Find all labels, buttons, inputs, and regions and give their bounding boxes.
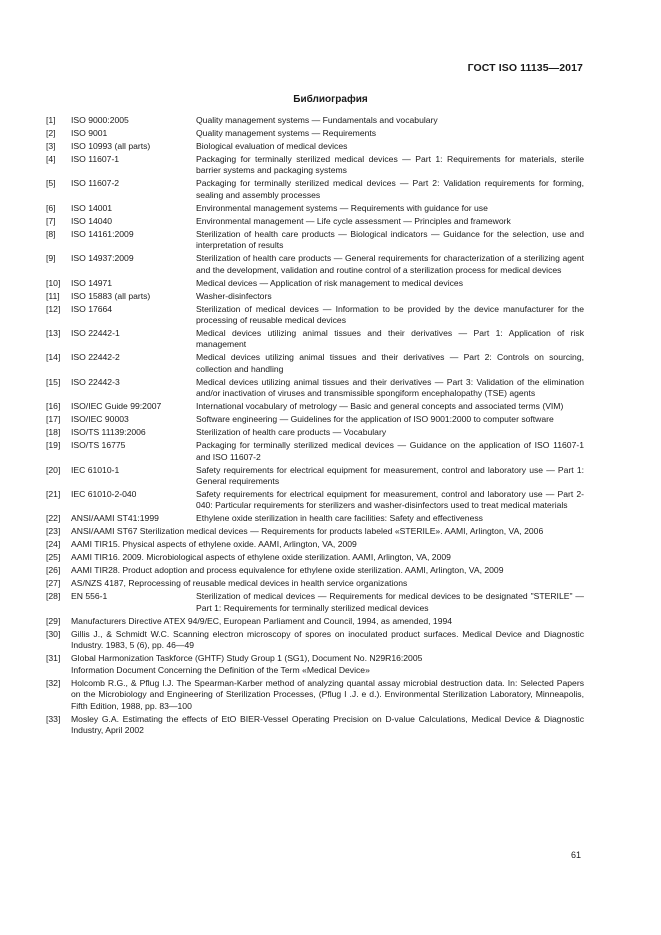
- entry-standard: ISO/IEC 90003: [71, 414, 129, 425]
- entry-standard: ISO 14971: [71, 277, 113, 288]
- bibliography-entry: [46, 203, 584, 214]
- entry-number: [13]: [46, 328, 61, 339]
- page-title: Библиография: [293, 94, 368, 105]
- bibliography-entry: [46, 678, 584, 712]
- entry-standard: ISO 22442-1: [71, 328, 120, 339]
- entry-number: [33]: [46, 713, 61, 724]
- entry-description: Packaging for terminally sterilized medical devices — Part 1: Requirements for materials, sterile barrier systems and packaging systems: [196, 154, 584, 176]
- entry-standard: ISO/TS 16775: [71, 440, 126, 451]
- entry-description: Environmental management — Life cycle assessment — Principles and framework: [196, 215, 511, 226]
- bibliography-entry: [46, 578, 584, 589]
- entry-number: [27]: [46, 578, 61, 589]
- entry-description: Packaging for terminally sterilized medical devices — Guidance on the application of ISO 11607-1 and ISO 11607-2: [196, 440, 584, 462]
- entry-number: [11]: [46, 290, 60, 301]
- entry-standard: ISO 11607-1: [71, 154, 120, 164]
- bibliography-entry: [46, 616, 584, 627]
- entry-standard: ISO 14040: [71, 215, 113, 226]
- entry-number: [24]: [46, 539, 61, 550]
- bibliography-entry: [46, 141, 584, 152]
- bibliography-entry: [46, 552, 584, 563]
- entry-description: Environmental management systems — Requirements with guidance for use: [196, 202, 488, 213]
- entry-number: [25]: [46, 552, 61, 563]
- entry-text: Manufacturers Directive ATEX 94/9/EC, European Parliament and Council, 1994, as amended, 1994: [71, 615, 453, 626]
- entry-text: AAMI TIR15. Physical aspects of ethylene oxide. AAMI, Arlington, VA, 2009: [71, 539, 357, 550]
- bibliography-entry: [46, 377, 584, 400]
- entry-number: [19]: [46, 440, 61, 451]
- entry-standard: IEC 61010-2-040: [71, 489, 137, 500]
- entry-description: Medical devices utilizing animal tissues and their derivatives — Part 1: Application of risk management: [196, 328, 584, 350]
- entry-standard: ISO 9001: [71, 128, 108, 138]
- entry-number: [20]: [46, 464, 61, 475]
- bibliography-entry: [46, 591, 584, 614]
- entry-number: [1]: [46, 115, 56, 125]
- bibliography-entry: [46, 653, 584, 676]
- entry-number: [8]: [46, 228, 56, 239]
- entry-number: [26]: [46, 565, 61, 576]
- entry-number: [22]: [46, 513, 61, 524]
- entry-description: International vocabulary of metrology — Basic and general concepts and associated terms (VIM): [196, 401, 564, 412]
- bibliography-entry: [46, 714, 584, 737]
- bibliography-entry: [46, 128, 584, 139]
- entry-number: [5]: [46, 178, 56, 189]
- entry-description: Software engineering — Guidelines for the application of ISO 9001:2000 to computer software: [196, 414, 554, 425]
- bibliography-entry: [46, 629, 584, 652]
- bibliography-entry: [46, 539, 584, 550]
- entry-number: [12]: [46, 303, 61, 314]
- bibliography-entry: [46, 513, 584, 524]
- entry-number: [4]: [46, 154, 56, 164]
- entry-description: Sterilization of medical devices — Information to be provided by the device manufacturer for the processing of reusable medical devices: [196, 303, 584, 326]
- entry-number: [21]: [46, 489, 61, 500]
- bibliography-entry: [46, 253, 584, 276]
- entry-standard: EN 556-1: [71, 591, 108, 602]
- bibliography-entry: [46, 352, 584, 375]
- entry-description: Medical devices — Application of risk management to medical devices: [196, 277, 464, 288]
- page-number: 61: [570, 850, 581, 860]
- entry-number: [32]: [46, 677, 61, 688]
- entry-number: [3]: [46, 141, 56, 151]
- entry-description: Biological evaluation of medical devices: [196, 141, 348, 151]
- entry-description: Ethylene oxide sterilization in health care facilities: Safety and effectiveness: [196, 513, 483, 524]
- entry-number: [17]: [46, 414, 61, 425]
- entry-description: Medical devices utilizing animal tissues and their derivatives — Part 3: Validation of the elimination and/or inactivation of viruses and transmissible spongiform encephalopathy (TSE) agents: [196, 376, 584, 399]
- entry-standard: ISO/TS 11139:2006: [71, 427, 146, 438]
- entry-text: AAMI TIR28. Product adoption and process equivalence for ethylene oxide sterilization. AAMI, Arlington, VA, 2009: [71, 565, 504, 576]
- entry-description: Sterilization of health care products — Biological indicators — Guidance for the selection, use and interpretation of results: [196, 228, 584, 251]
- bibliography-entry: [46, 154, 584, 177]
- bibliography-entry: [46, 401, 584, 412]
- entry-number: [31]: [46, 653, 61, 664]
- entry-description: Quality management systems — Fundamentals and vocabulary: [196, 115, 438, 125]
- entry-number: [14]: [46, 352, 61, 363]
- entry-standard: ISO 22442-3: [71, 376, 120, 387]
- bibliography-entry: [46, 565, 584, 576]
- entry-description: Packaging for terminally sterilized medical devices — Part 2: Validation requirements for forming, sealing and assembly processes: [196, 178, 584, 200]
- entry-description: Quality management systems — Requirements: [196, 128, 377, 138]
- entry-standard: ISO 14161:2009: [71, 228, 134, 239]
- entry-standard: ISO 10993 (all parts): [71, 141, 151, 151]
- bibliography-entry: [46, 304, 584, 327]
- entry-description: Washer-disinfectors: [196, 290, 272, 301]
- bibliography-entry: [46, 414, 584, 425]
- entry-standard: ISO 22442-2: [71, 352, 120, 363]
- entry-number: [6]: [46, 202, 56, 213]
- entry-number: [2]: [46, 128, 56, 138]
- entry-description: Safety requirements for electrical equipment for measurement, control and laboratory use — Part 2-040: Particular requirements for sterilizers and washer-disinfectors used to treat medical materials: [196, 489, 584, 511]
- entry-text: ANSI/AAMI ST67 Sterilization medical devices — Requirements for products labeled «STERILE». AAMI, Arlington, VA, 2006: [71, 526, 544, 537]
- entry-number: [10]: [46, 277, 61, 288]
- bibliography-entry: [46, 216, 584, 227]
- entry-text: Gillis J., & Schmidt W.C. Scanning electron microscopy of spores on inoculated product surfaces. Medical Device and Diagnostic Industry. 1983, 5 (6), pp. 46—49: [71, 628, 584, 651]
- bibliography-entry: [46, 291, 584, 302]
- entry-number: [18]: [46, 427, 61, 438]
- entry-text-block: [71, 653, 584, 676]
- entry-standard: ISO 14937:2009: [71, 253, 134, 264]
- entry-number: [7]: [46, 215, 56, 226]
- entry-description: Sterilization of health care products — Vocabulary: [196, 427, 387, 438]
- bibliography-entry: [46, 328, 584, 351]
- entry-description: Medical devices utilizing animal tissues and their derivatives — Part 2: Controls on sourcing, collection and handling: [196, 352, 584, 374]
- entry-standard: ISO 15883 (all parts): [71, 290, 151, 301]
- bibliography-entry: [46, 427, 584, 438]
- entry-standard: ISO 9000:2005: [71, 115, 129, 125]
- bibliography-entry: [46, 178, 584, 201]
- entry-text: Holcomb R.G., & Pflug I.J. The Spearman-Karber method of analyzing quantal assay microbial destruction data. In: Selected Papers on the Microbiology and Engineering of Sterilization Processes, (Pflug I .J. e d.). Environmental Sterilization Laboratory, Minneapolis, Fifth Edition, 1988, pp. 83—100: [71, 677, 584, 711]
- entry-text: AAMI TIR16. 2009. Microbiological aspects of ethylene oxide sterilization. AAMI, Arlington, VA, 2009: [71, 552, 451, 563]
- entry-standard: ISO 11607-2: [71, 178, 120, 189]
- bibliography-entry: [46, 115, 584, 126]
- entry-number: [23]: [46, 526, 61, 537]
- bibliography-entry: [46, 526, 584, 537]
- entry-standard: ANSI/AAMI ST41:1999: [71, 513, 159, 524]
- bibliography-entry: [46, 440, 584, 463]
- bibliography-entry: [46, 489, 584, 512]
- bibliography-entry: [46, 229, 584, 252]
- bibliography-entry: [46, 465, 584, 488]
- entry-number: [29]: [46, 615, 61, 626]
- entry-text-continued: Information Document Concerning the Definition of the Term «Medical Device»: [71, 664, 370, 675]
- entry-number: [16]: [46, 401, 61, 412]
- entry-standard: IEC 61010-1: [71, 464, 120, 475]
- bibliography-entry: [46, 278, 584, 289]
- entry-text: AS/NZS 4187, Reprocessing of reusable medical devices in health service organizations: [71, 578, 408, 589]
- bibliography-list: [46, 115, 584, 738]
- entry-number: [30]: [46, 628, 61, 639]
- entry-standard: ISO 17664: [71, 303, 113, 314]
- entry-description: Sterilization of medical devices — Requirements for medical devices to be designated "STERILE" — Part 1: Requirements for terminally sterilized medical devices: [196, 591, 584, 613]
- entry-standard: ISO/IEC Guide 99:2007: [71, 401, 162, 412]
- entry-text: Mosley G.A. Estimating the effects of EtO BIER-Vessel Operating Precision on D-value Calculations, Medical Device & Diagnostic Industry, April 2002: [71, 713, 584, 735]
- entry-text: Global Harmonization Taskforce (GHTF) Study Group 1 (SG1), Document No. N29R16:2005: [71, 653, 423, 664]
- entry-standard: ISO 14001: [71, 202, 113, 213]
- entry-description: Sterilization of health care products — General requirements for characterization of a sterilizing agent and the development, validation and routine control of a sterilization process for medical devices: [196, 253, 584, 275]
- entry-number: [15]: [46, 376, 61, 387]
- entry-number: [9]: [46, 253, 56, 264]
- entry-number: [28]: [46, 591, 61, 602]
- entry-description: Safety requirements for electrical equipment for measurement, control and laboratory use — Part 1: General requirements: [196, 464, 584, 487]
- document-code-header: ГОСТ ISO 11135—2017: [467, 62, 583, 74]
